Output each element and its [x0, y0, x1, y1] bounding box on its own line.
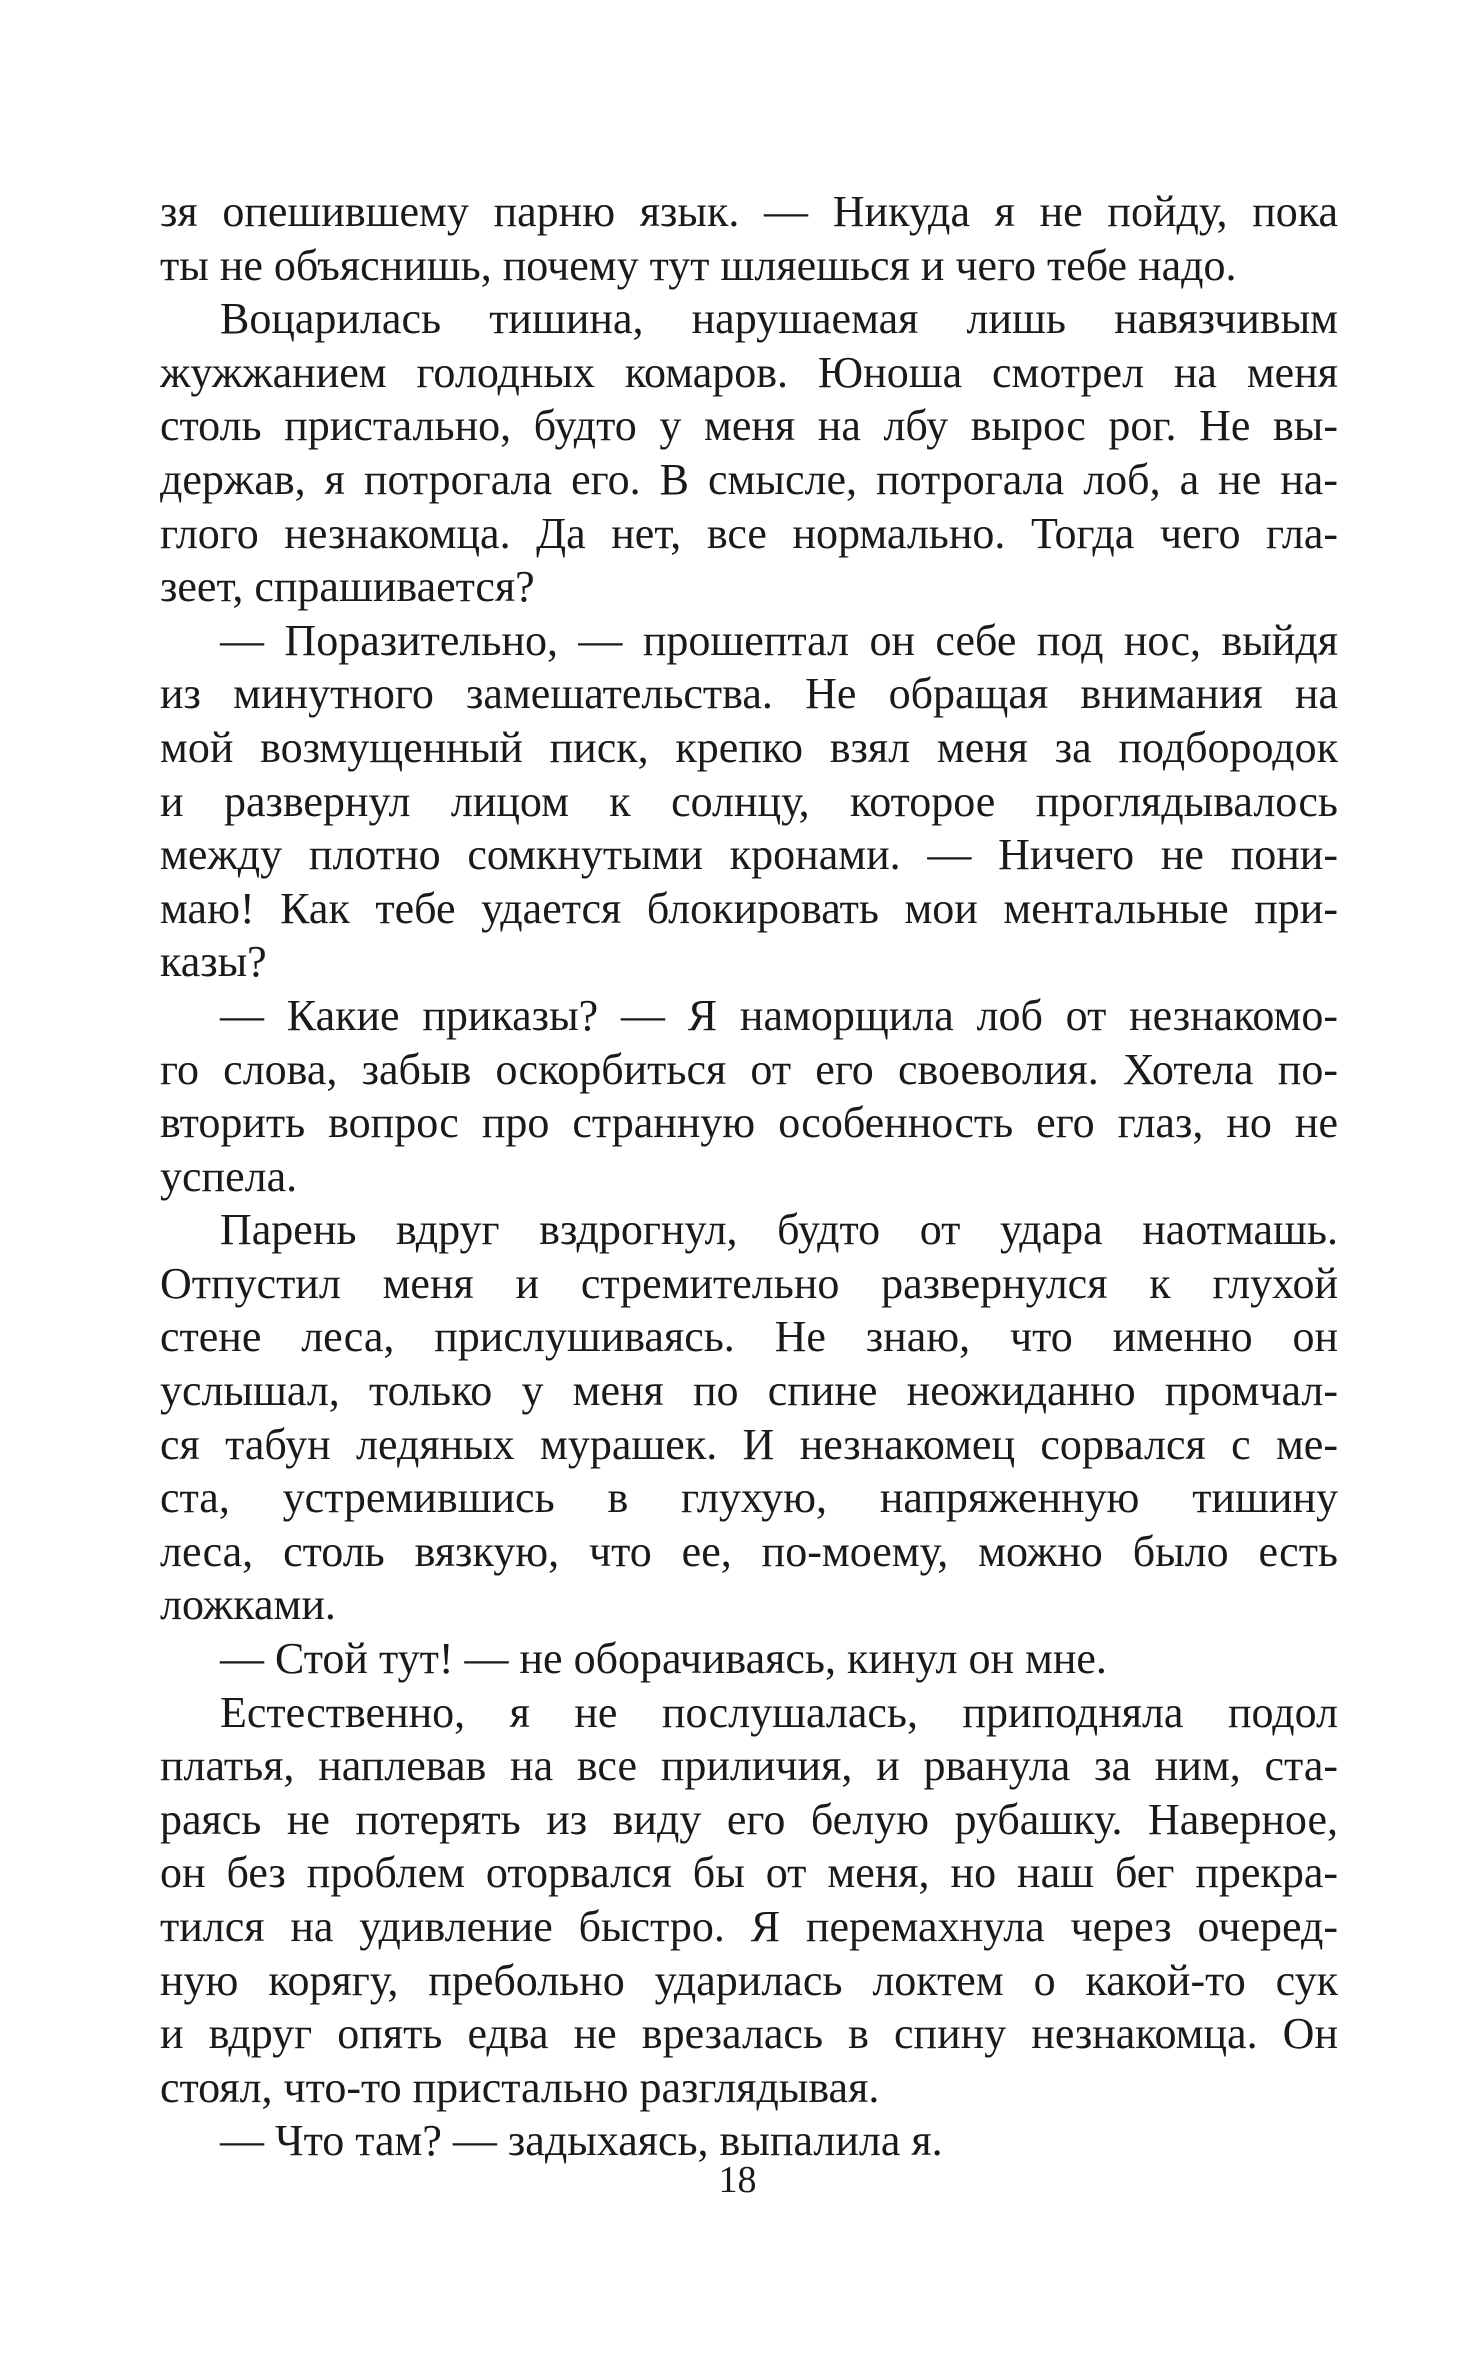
- text-line: Отпустил меня и стремительно развернулся к глухой: [160, 1258, 1338, 1308]
- text-line: зя опешившему парню язык. — Никуда я не пойду, пока: [160, 187, 1338, 236]
- text-line: вторить вопрос про странную особенность его глаз, но не: [160, 1098, 1338, 1148]
- text-line: услышал, только у меня по спине неожиданно промчал-: [160, 1366, 1338, 1416]
- text-line: мой возмущенный писк, крепко взял меня за подбородок: [160, 722, 1338, 772]
- page-number: 18: [718, 2159, 757, 2201]
- page-text-block: [160, 185, 1338, 2168]
- text-line: го слова, забыв оскорбиться от его своеволия. Хотела по-: [160, 1044, 1338, 1094]
- text-line: Естественно, я не послушалась, приподняла подол: [220, 1687, 1338, 1737]
- text-line: держав, я потрогала его. В смысле, потрогала лоб, а не на-: [160, 454, 1338, 504]
- text-line: ную корягу, пребольно ударилась локтем о какой-то сук: [160, 1955, 1338, 2005]
- text-line: глого незнакомца. Да нет, все нормально. Тогда чего гла-: [160, 508, 1338, 558]
- text-line: зеет, спрашивается?: [160, 562, 535, 612]
- text-line: и вдруг опять едва не врезалась в спину незнакомца. Он: [160, 2009, 1338, 2059]
- text-line: стоял, что-то пристально разглядывая.: [160, 2062, 880, 2112]
- text-line: из минутного замешательства. Не обращая внимания на: [160, 669, 1338, 719]
- text-line: — Поразительно, — прошептал он себе под нос, выйдя: [220, 615, 1338, 665]
- text-line: между плотно сомкнутыми кронами. — Ничего не пони-: [160, 830, 1338, 880]
- text-line: тился на удивление быстро. Я перемахнула через очеред-: [160, 1902, 1338, 1951]
- text-line: — Что там? — задыхаясь, выпалила я.: [220, 2116, 943, 2166]
- text-line: казы?: [160, 937, 267, 987]
- text-line: столь пристально, будто у меня на лбу вырос рог. Не вы-: [160, 401, 1338, 451]
- text-line: он без проблем оторвался бы от меня, но наш бег прекра-: [160, 1848, 1338, 1898]
- text-line: ся табун ледяных мурашек. И незнакомец сорвался с ме-: [160, 1419, 1338, 1469]
- text-line: — Какие приказы? — Я наморщила лоб от незнакомо-: [220, 990, 1338, 1040]
- text-line: ложками.: [160, 1580, 336, 1630]
- text-line: ты не объяснишь, почему тут шляешься и чего тебе надо.: [160, 240, 1237, 290]
- text-line: и развернул лицом к солнцу, которое проглядывалось: [160, 776, 1338, 826]
- text-line: стене леса, прислушиваясь. Не знаю, что именно он: [160, 1312, 1338, 1362]
- text-line: жужжанием голодных комаров. Юноша смотрел на меня: [160, 347, 1338, 397]
- text-line: раясь не потерять из виду его белую рубашку. Наверное,: [160, 1794, 1338, 1844]
- text-line: Парень вдруг вздрогнул, будто от удара наотмашь.: [220, 1205, 1338, 1255]
- text-line: леса, столь вязкую, что ее, по-моему, можно было есть: [160, 1526, 1338, 1576]
- text-line: платья, наплевав на все приличия, и рванула за ним, ста-: [160, 1741, 1338, 1791]
- text-line: успела.: [160, 1151, 298, 1201]
- text-line: ста, устремившись в глухую, напряженную тишину: [160, 1473, 1338, 1523]
- text-line: — Стой тут! — не оборачиваясь, кинул он мне.: [220, 1634, 1107, 1684]
- text-line: Воцарилась тишина, нарушаемая лишь навязчивым: [220, 294, 1338, 344]
- text-line: маю! Как тебе удается блокировать мои ментальные при-: [160, 883, 1338, 933]
